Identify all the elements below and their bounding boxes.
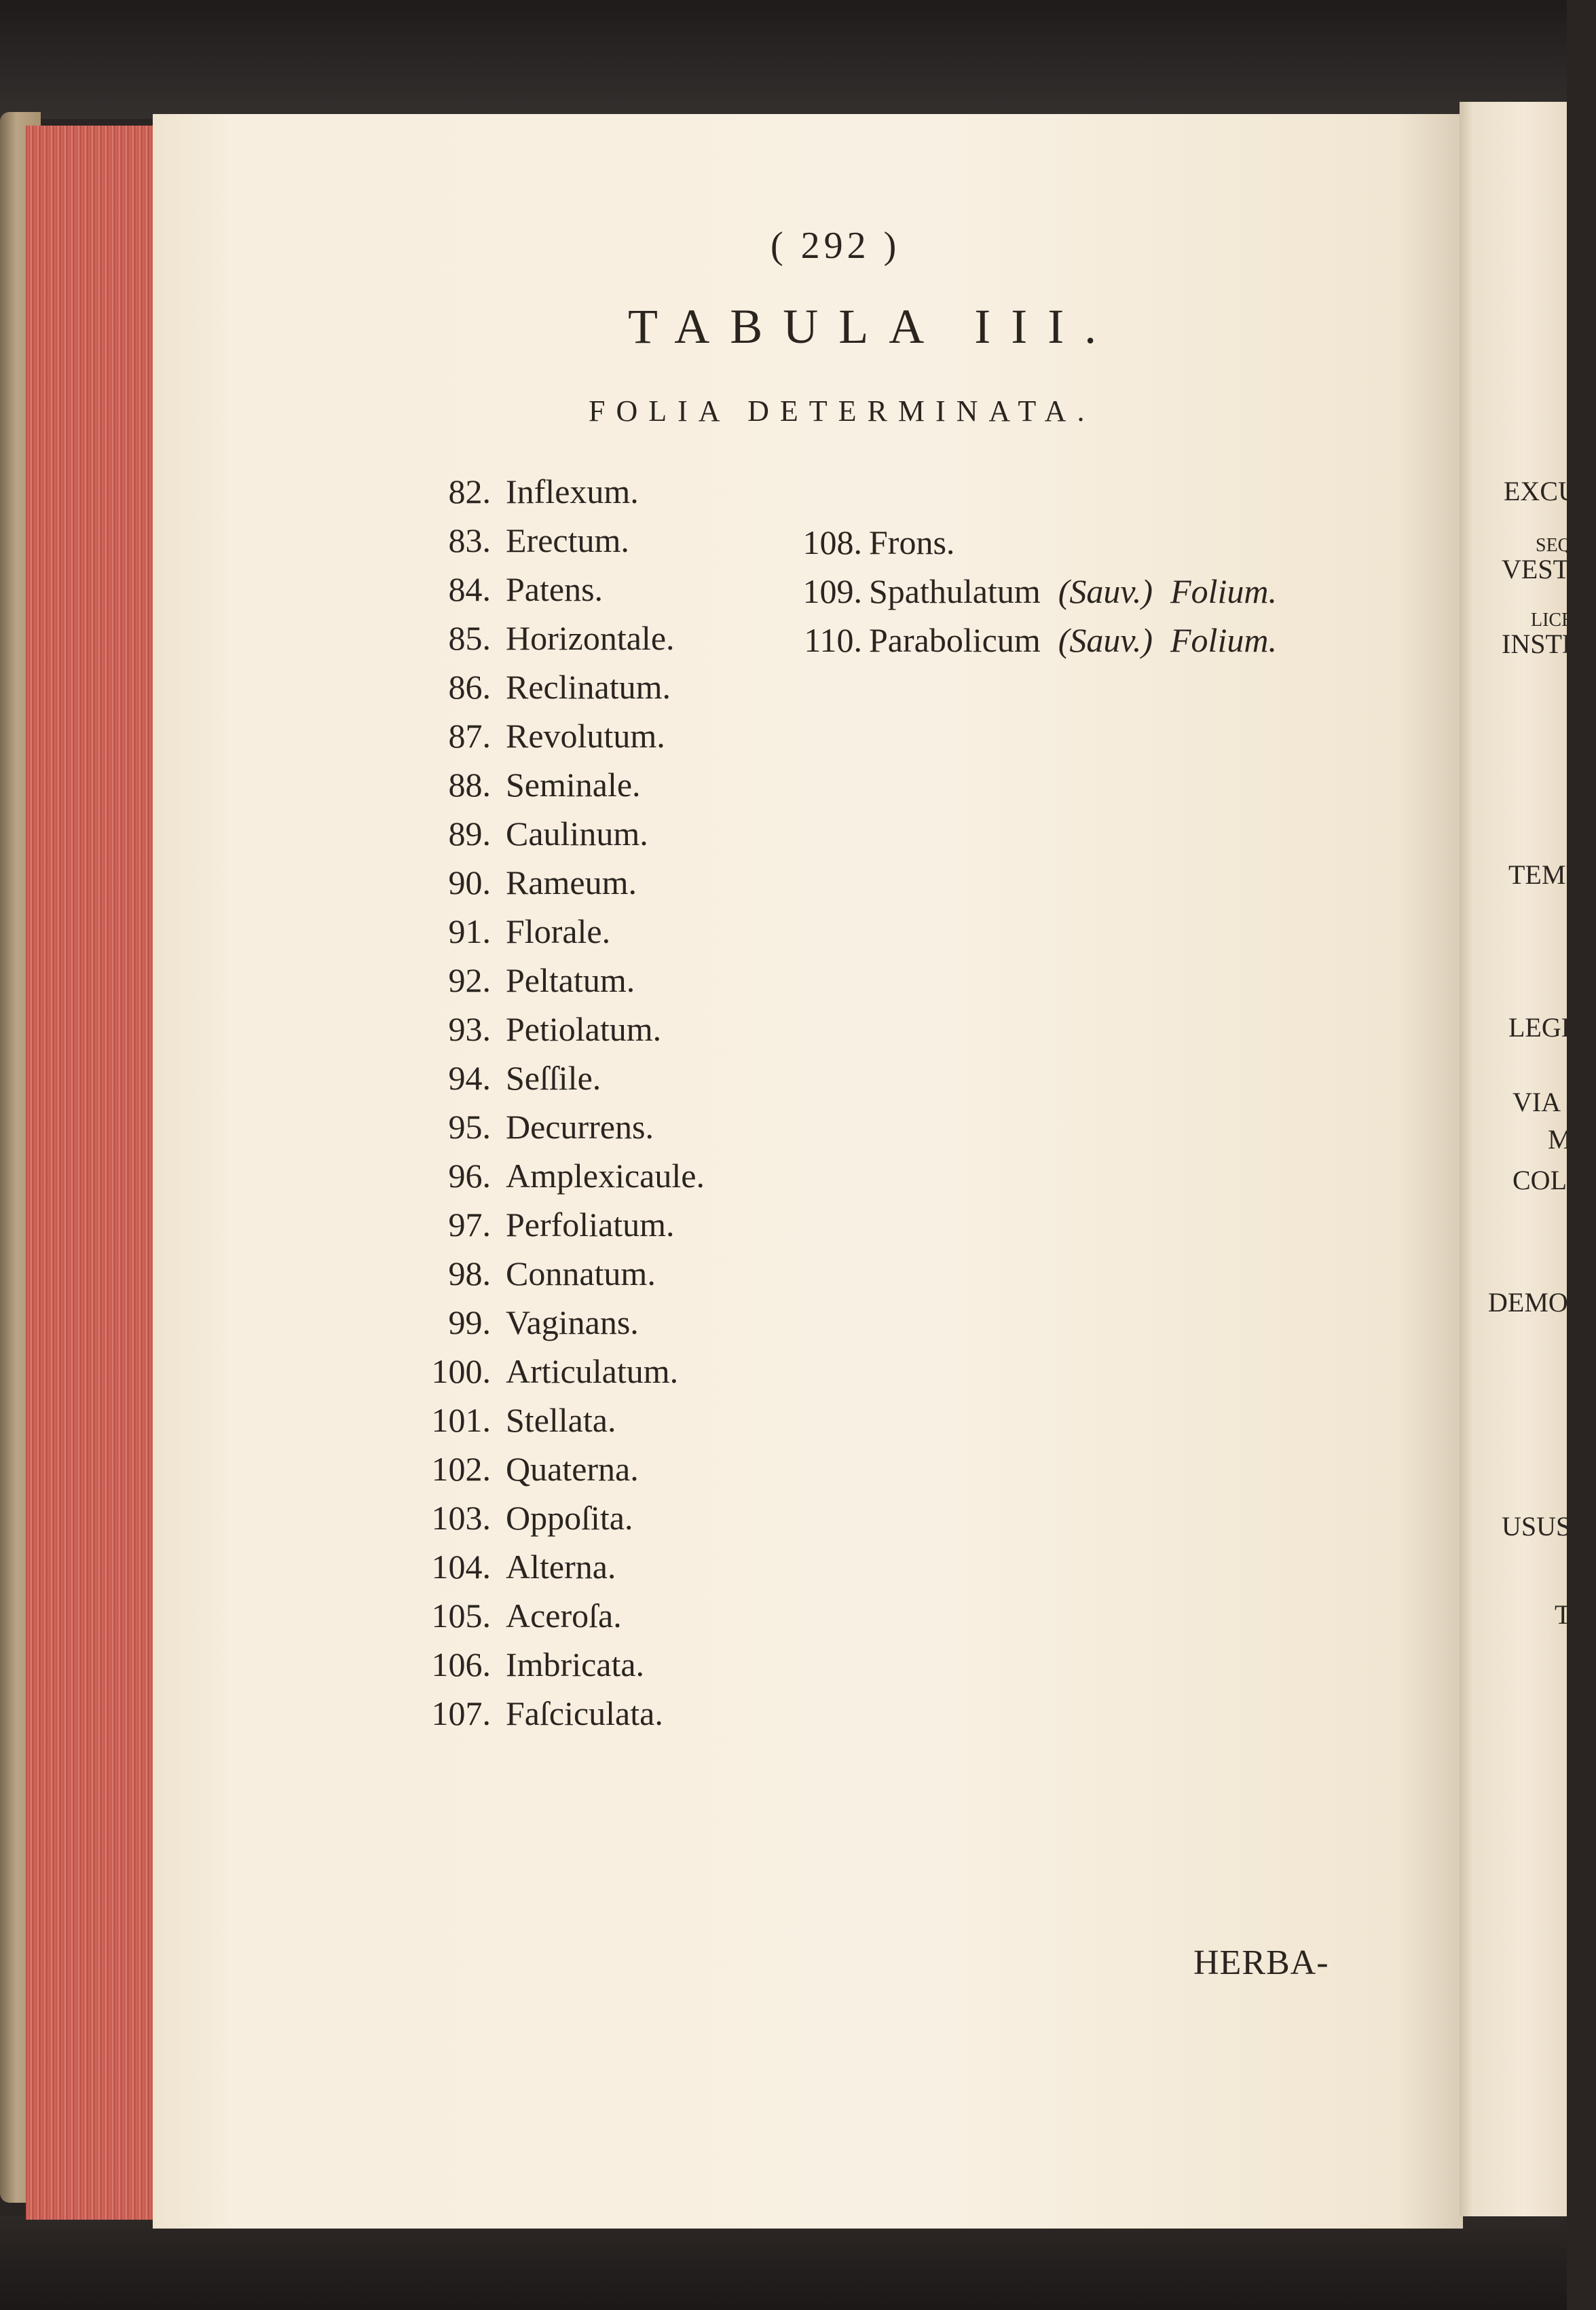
facing-page-fragment: lice <box>1531 601 1574 632</box>
list-item <box>406 667 671 715</box>
list-item <box>406 1254 656 1301</box>
item-number: 83. <box>448 521 491 559</box>
facing-page-fragment: TEMP <box>1508 859 1581 890</box>
list-item <box>406 716 665 764</box>
list-item <box>406 1156 705 1204</box>
item-label: Florale. <box>506 912 611 950</box>
item-label: Petiolatum. <box>506 1010 662 1048</box>
list-item <box>406 472 639 519</box>
facing-page-fragment: INSTR <box>1502 629 1580 659</box>
facing-page-fragment: LEGES <box>1508 1012 1593 1043</box>
list-item <box>406 1547 616 1595</box>
item-number: 101. <box>431 1401 491 1439</box>
list-item <box>406 1205 675 1252</box>
item-number: 107. <box>431 1694 491 1732</box>
item-number: 91. <box>448 912 491 950</box>
list-item <box>406 618 675 666</box>
item-label: Articulatum. <box>506 1352 679 1390</box>
author-abbrev: (Sauv.) <box>1058 621 1153 659</box>
item-label: Faſciculata. <box>506 1694 663 1732</box>
item-number: 90. <box>448 863 491 901</box>
facing-page-fragment: ſeq <box>1536 527 1572 557</box>
item-number: 82. <box>448 472 491 510</box>
item-number: 102. <box>431 1450 491 1488</box>
item-number: 88. <box>448 766 491 804</box>
facing-page-fragment: M <box>1548 1124 1572 1155</box>
item-label: Revolutum. <box>506 717 665 755</box>
item-label: Stellata. <box>506 1401 616 1439</box>
item-label: Parabolicum <box>869 621 1041 659</box>
page-subtitle: FOLIA DETERMINATA. <box>589 394 1096 428</box>
facing-page-fragment: T <box>1555 1599 1572 1630</box>
red-page-edges <box>26 126 158 2220</box>
item-number: 98. <box>448 1254 491 1292</box>
book-page <box>153 114 1463 2229</box>
item-label: Rameum. <box>506 863 637 901</box>
facing-page-edge <box>1460 102 1567 2216</box>
item-number: 109. <box>802 572 862 610</box>
item-number: 87. <box>448 717 491 755</box>
list-item <box>406 1645 644 1692</box>
list-item <box>406 961 635 1008</box>
item-label: Patens. <box>506 570 604 608</box>
item-label: Horizontale. <box>506 619 675 657</box>
list-item <box>406 1107 654 1155</box>
item-number: 86. <box>448 668 491 706</box>
item-number: 106. <box>431 1645 491 1683</box>
list-item <box>406 1058 601 1106</box>
item-note: Folium. <box>1170 572 1277 610</box>
item-label: Quaterna. <box>506 1450 639 1488</box>
list-item <box>406 912 610 959</box>
item-label: Oppoſita. <box>506 1499 633 1537</box>
item-number: 105. <box>431 1597 491 1635</box>
item-label: Caulinum. <box>506 815 648 853</box>
item-label: Peltatum. <box>506 961 635 999</box>
list-item <box>787 572 1277 619</box>
item-number: 92. <box>448 961 491 999</box>
item-label: Erectum. <box>506 521 629 559</box>
facing-page-fragment: VIA : <box>1513 1087 1574 1117</box>
page-title: TABULA III. <box>628 299 1117 354</box>
page-number: ( 292 ) <box>771 225 901 267</box>
facing-page-fragment: VESTI <box>1502 554 1579 584</box>
facing-page-fragment: DEMON <box>1488 1287 1588 1318</box>
list-item <box>406 1352 678 1399</box>
list-item <box>406 521 629 568</box>
item-number: 110. <box>804 621 862 659</box>
item-label: Vaginans. <box>506 1303 639 1341</box>
background-top <box>0 0 1567 119</box>
background-bottom <box>0 2216 1567 2310</box>
item-number: 97. <box>448 1206 491 1244</box>
item-label: Seminale. <box>506 766 641 804</box>
item-label: Spathulatum <box>869 572 1041 610</box>
list-item <box>406 765 641 813</box>
list-item <box>787 620 1277 668</box>
list-item <box>787 523 954 570</box>
item-number: 94. <box>448 1059 491 1097</box>
item-label: Frons. <box>869 523 955 561</box>
item-label: Connatum. <box>506 1254 656 1292</box>
list-item <box>406 1009 661 1057</box>
item-label: Seſſile. <box>506 1059 601 1097</box>
item-label: Imbricata. <box>506 1645 645 1683</box>
item-note: Folium. <box>1170 621 1277 659</box>
item-label: Alterna. <box>506 1548 616 1586</box>
catchword: HERBA- <box>1193 1943 1329 1982</box>
item-label: Amplexicaule. <box>506 1157 705 1195</box>
item-number: 95. <box>448 1108 491 1146</box>
item-number: 104. <box>431 1548 491 1586</box>
list-item <box>406 863 637 910</box>
item-number: 103. <box>431 1499 491 1537</box>
item-number: 96. <box>448 1157 491 1195</box>
item-label: Reclinatum. <box>506 668 671 706</box>
list-item <box>406 570 603 617</box>
list-item <box>406 1694 663 1741</box>
item-label: Decurrens. <box>506 1108 654 1146</box>
list-item <box>406 1303 639 1350</box>
item-number: 85. <box>448 619 491 657</box>
facing-page-fragment: EXCUR <box>1504 476 1596 506</box>
item-number: 100. <box>431 1352 491 1390</box>
list-item <box>406 814 648 861</box>
facing-page-fragment: COLL <box>1513 1165 1584 1195</box>
item-number: 93. <box>448 1010 491 1048</box>
item-label: Aceroſa. <box>506 1597 622 1635</box>
item-number: 84. <box>448 570 491 608</box>
item-label: Perfoliatum. <box>506 1206 675 1244</box>
list-item <box>406 1596 622 1643</box>
list-item <box>406 1449 639 1497</box>
item-label: Inflexum. <box>506 472 639 510</box>
facing-page-fragment: USUS : <box>1502 1511 1586 1542</box>
item-number: 99. <box>448 1303 491 1341</box>
item-number: 108. <box>802 523 862 561</box>
item-number: 89. <box>448 815 491 853</box>
author-abbrev: (Sauv.) <box>1058 572 1153 610</box>
list-item <box>406 1498 633 1546</box>
list-item <box>406 1400 616 1448</box>
